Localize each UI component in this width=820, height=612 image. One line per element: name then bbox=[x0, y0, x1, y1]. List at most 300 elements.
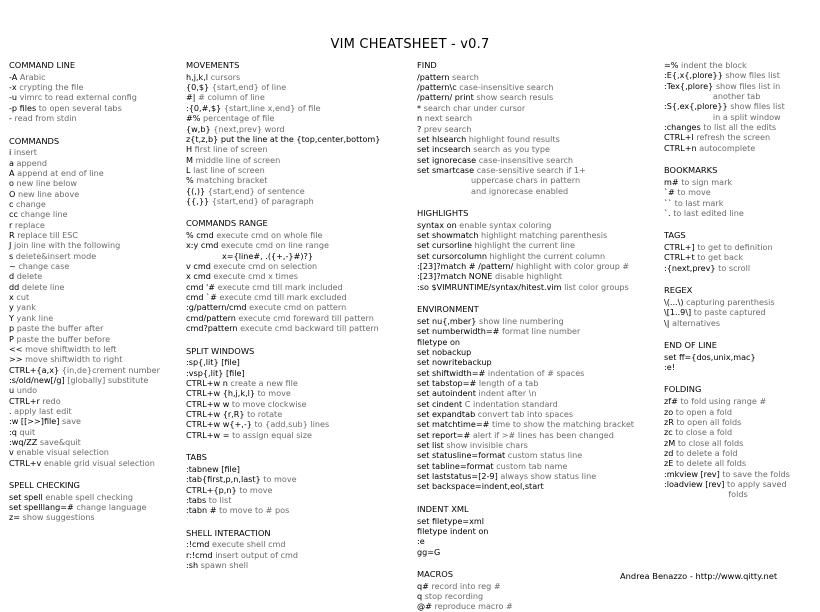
entry-description: to move bbox=[263, 474, 297, 485]
cheat-entry bbox=[9, 302, 160, 312]
entry-description: to delete a fold bbox=[675, 447, 738, 458]
cheat-entry bbox=[664, 122, 790, 132]
cheat-entry bbox=[417, 450, 634, 460]
entry-command: q bbox=[417, 591, 425, 602]
entry-description: to apply saved bbox=[727, 478, 787, 489]
cheat-entry bbox=[186, 134, 380, 144]
section-gap bbox=[664, 372, 790, 384]
entry-description: list color groups bbox=[564, 281, 629, 292]
entry-description: matching bracket bbox=[196, 175, 268, 186]
entry-command: :!cmd bbox=[186, 539, 213, 550]
entry-description: append at end of line bbox=[17, 168, 104, 178]
cheat-entry bbox=[664, 448, 790, 458]
cheat-entry bbox=[9, 251, 160, 261]
entry-description: C indentation standard bbox=[464, 398, 558, 409]
cheat-entry bbox=[186, 399, 380, 409]
entry-description: save&quit bbox=[39, 436, 81, 447]
cheat-entry bbox=[417, 82, 634, 92]
cheat-entry bbox=[664, 489, 790, 499]
cheat-entry bbox=[417, 419, 634, 429]
cheat-entry bbox=[664, 208, 790, 218]
entry-command: \[1..9\] bbox=[664, 307, 694, 318]
cheat-entry bbox=[417, 134, 634, 144]
entry-command: set ff={dos,unix,mac} bbox=[664, 351, 756, 362]
entry-command: * bbox=[417, 102, 424, 113]
entry-command: -x bbox=[9, 82, 20, 93]
cheat-entry bbox=[417, 230, 634, 240]
entry-command: CTRL+l bbox=[664, 132, 697, 143]
entry-command: q# bbox=[417, 580, 432, 591]
section-title: SPELL CHECKING bbox=[9, 479, 80, 490]
cheat-entry bbox=[186, 240, 380, 250]
entry-command: Y bbox=[9, 312, 17, 323]
section-gap bbox=[417, 492, 634, 504]
entry-command: % bbox=[186, 175, 197, 186]
entry-command: x cmd bbox=[186, 271, 214, 282]
cheat-entry bbox=[417, 526, 634, 536]
cheat-entry bbox=[9, 406, 160, 416]
entry-description: enable syntax coloring bbox=[459, 219, 552, 230]
cheat-entry bbox=[664, 438, 790, 448]
entry-command: set spell bbox=[9, 491, 46, 502]
cheat-entry bbox=[186, 464, 380, 474]
entry-command: :sp{,lit} [file] bbox=[186, 357, 240, 368]
entry-command: CTRL+w n bbox=[186, 377, 231, 388]
entry-command: u bbox=[9, 385, 17, 396]
entry-description: execute cmd on selection bbox=[213, 261, 318, 272]
cheat-entry bbox=[186, 103, 380, 113]
cheat-entry bbox=[9, 82, 160, 92]
entry-description: alert if ># lines has been changed bbox=[472, 429, 614, 440]
cheat-entry bbox=[9, 512, 160, 522]
entry-command: :{next,prev} bbox=[664, 262, 719, 273]
entry-command: y bbox=[9, 302, 17, 313]
entry-description: search bbox=[452, 71, 479, 82]
entry-description: last line of screen bbox=[193, 164, 265, 175]
section-title: ENVIRONMENT bbox=[417, 304, 479, 315]
entry-description: another tab bbox=[664, 91, 761, 102]
section-title: BOOKMARKS bbox=[664, 165, 718, 176]
entry-command: `` bbox=[664, 197, 675, 208]
cheat-entry bbox=[417, 240, 634, 250]
entry-description: move shiftwidth to right bbox=[25, 354, 123, 365]
cheat-entry bbox=[417, 326, 634, 336]
entry-description: middle line of screen bbox=[195, 154, 281, 165]
cheat-entry bbox=[417, 581, 634, 591]
entry-command: :tabs bbox=[186, 494, 209, 505]
entry-command: set nobackup bbox=[417, 346, 472, 357]
section-title: END OF LINE bbox=[664, 339, 717, 350]
entry-description: indent after \n bbox=[478, 388, 537, 399]
cheat-entry bbox=[664, 198, 790, 208]
cheat-entry bbox=[186, 539, 380, 549]
section-title: HIGHLIGHTS bbox=[417, 207, 469, 218]
entry-description: to last mark bbox=[674, 197, 724, 208]
cheat-entry bbox=[186, 560, 380, 570]
cheat-entry bbox=[186, 113, 380, 123]
entry-command: {{,}} bbox=[186, 195, 212, 206]
entry-description: disable highlight bbox=[494, 271, 563, 282]
entry-command: p bbox=[9, 323, 17, 334]
cheat-entry bbox=[186, 155, 380, 165]
entry-description: show files list bbox=[730, 101, 785, 112]
entry-description: indent the block bbox=[681, 60, 747, 70]
entry-description: execute shell cmd bbox=[212, 539, 286, 550]
cheat-entry bbox=[186, 409, 380, 419]
entry-description: convert tab into spaces bbox=[477, 409, 574, 420]
entry-command: set cindent bbox=[417, 398, 465, 409]
entry-description: highlight with color group # bbox=[515, 261, 630, 272]
section-title: REGEX bbox=[664, 285, 693, 296]
entry-description: [globally] substitute bbox=[67, 374, 149, 385]
cheat-entry bbox=[9, 437, 160, 447]
cheat-entry bbox=[9, 199, 160, 209]
section-title: FOLDING bbox=[664, 384, 702, 395]
cheat-entry bbox=[664, 458, 790, 468]
entry-command: :tabn # bbox=[186, 505, 220, 516]
entry-description: case-insensitive search bbox=[459, 82, 554, 93]
entry-command: set incsearch bbox=[417, 144, 474, 155]
cheat-entry bbox=[417, 337, 634, 347]
entry-command: zd bbox=[664, 447, 676, 458]
entry-description: {in,de}crement number bbox=[61, 364, 160, 375]
cheat-entry bbox=[664, 91, 790, 101]
entry-command: o bbox=[9, 178, 17, 189]
entry-description: new line above bbox=[17, 188, 80, 199]
cheat-entry bbox=[9, 261, 160, 271]
entry-description: highlight matching parenthesis bbox=[481, 230, 608, 241]
cheat-entry bbox=[9, 447, 160, 457]
entry-description: to get back bbox=[697, 252, 744, 263]
entry-description: execute cmd on pattern bbox=[249, 302, 347, 313]
cheat-entry bbox=[417, 220, 634, 230]
cheat-entry bbox=[9, 344, 160, 354]
cheat-entry bbox=[417, 481, 634, 491]
cheat-entry bbox=[664, 396, 790, 406]
entry-description: change line bbox=[20, 209, 68, 220]
cheat-entry bbox=[417, 175, 634, 185]
entry-command: d bbox=[9, 271, 17, 282]
entry-description: and ignorecase enabled bbox=[417, 185, 569, 196]
entry-description: crypting the file bbox=[19, 82, 84, 93]
entry-description: execute cmd foreward till pattern bbox=[238, 312, 374, 323]
entry-description: to open all folds bbox=[676, 416, 742, 427]
entry-command: {0,$} bbox=[186, 82, 212, 93]
entry-description: to fold using range # bbox=[680, 396, 767, 407]
cheat-entry bbox=[9, 385, 160, 395]
entry-command: x:y cmd bbox=[186, 240, 221, 251]
footer-credit: Andrea Benazzo - http://www.qitty.net bbox=[620, 571, 778, 581]
cheat-entry bbox=[664, 417, 790, 427]
cheat-entry bbox=[186, 292, 380, 302]
cheat-entry bbox=[186, 357, 380, 367]
entry-description: alternatives bbox=[672, 317, 721, 328]
entry-command: zR bbox=[664, 416, 677, 427]
entry-description: to delete all folds bbox=[675, 458, 747, 469]
entry-command: /pattern\c bbox=[417, 82, 460, 93]
cheat-entry bbox=[9, 292, 160, 302]
section-title: INDENT XML bbox=[417, 503, 469, 514]
cheat-entry bbox=[417, 591, 634, 601]
entry-description: first line of screen bbox=[194, 144, 268, 155]
cheat-entry bbox=[9, 354, 160, 364]
entry-description: spawn shell bbox=[200, 560, 249, 571]
entry-command: ~ bbox=[9, 261, 19, 272]
cheat-entry bbox=[186, 261, 380, 271]
entry-description: show line numbering bbox=[478, 315, 564, 326]
entry-command: set smartcase bbox=[417, 164, 477, 175]
entry-description: paste the buffer before bbox=[16, 333, 111, 344]
entry-command: :e bbox=[417, 536, 425, 547]
entry-description: show files list bbox=[725, 70, 780, 81]
cheat-entry bbox=[9, 313, 160, 323]
section-gap bbox=[9, 124, 160, 136]
entry-description: reproduce macro # bbox=[434, 601, 513, 612]
entry-description: record into reg # bbox=[431, 580, 501, 591]
cheat-entry bbox=[664, 427, 790, 437]
entry-description: change case bbox=[18, 261, 70, 272]
entry-description: to paste captured bbox=[693, 307, 766, 318]
entry-command: =% bbox=[664, 60, 682, 70]
cheat-entry bbox=[9, 158, 160, 168]
cheat-entry bbox=[417, 155, 634, 165]
entry-command: set showmatch bbox=[417, 230, 482, 241]
entry-command: set hlsearch bbox=[417, 133, 469, 144]
entry-description: delete bbox=[16, 271, 43, 282]
cheat-entry bbox=[186, 378, 380, 388]
entry-command: set list bbox=[417, 440, 447, 451]
cheat-entry bbox=[186, 82, 380, 92]
entry-description: to list bbox=[208, 494, 232, 505]
entry-description: case-insensitive search bbox=[478, 154, 574, 165]
section-gap bbox=[9, 468, 160, 480]
entry-description: execute cmd on whole file bbox=[216, 230, 323, 241]
entry-command: `# bbox=[664, 187, 678, 198]
entry-command: r bbox=[9, 219, 15, 230]
entry-command: zf# bbox=[664, 396, 681, 407]
cheat-entry bbox=[186, 550, 380, 560]
cheat-entry bbox=[186, 368, 380, 378]
entry-description: save bbox=[62, 416, 81, 427]
cheat-entry bbox=[9, 365, 160, 375]
entry-command: L bbox=[186, 164, 194, 175]
cheat-entry bbox=[186, 165, 380, 175]
cheat-entry bbox=[9, 323, 160, 333]
cheat-entry bbox=[664, 177, 790, 187]
entry-command: CTRL+r bbox=[9, 395, 43, 406]
entry-description: apply last edit bbox=[14, 405, 72, 416]
entry-command: A bbox=[9, 168, 18, 178]
entry-command: {(,)} bbox=[186, 185, 208, 196]
cheat-entry bbox=[417, 368, 634, 378]
entry-description: execute cmd x times bbox=[213, 271, 298, 282]
entry-description: execute cmd backward till pattern bbox=[240, 323, 379, 334]
cheat-entry bbox=[417, 378, 634, 388]
cheat-entry bbox=[417, 92, 634, 102]
entry-description: to close all folds bbox=[677, 437, 744, 448]
entry-description: custom tab name bbox=[496, 460, 568, 471]
section-title: COMMANDS bbox=[9, 135, 60, 146]
cheat-entry bbox=[9, 375, 160, 385]
cheat-entry bbox=[664, 307, 790, 317]
cheat-entry bbox=[9, 492, 160, 502]
entry-command: :g/pattern/cmd bbox=[186, 302, 250, 313]
entry-command: << bbox=[9, 343, 26, 354]
entry-command: \(...\) bbox=[664, 296, 687, 307]
cheat-entry bbox=[9, 178, 160, 188]
cheat-entry bbox=[186, 144, 380, 154]
cheat-entry bbox=[9, 168, 160, 178]
entry-description: redo bbox=[42, 395, 61, 406]
section-gap bbox=[664, 153, 790, 165]
entry-description: {start,line x,end} of file bbox=[223, 102, 321, 113]
entry-command: M bbox=[186, 154, 196, 165]
entry-command: z= bbox=[9, 512, 23, 523]
cheat-entry bbox=[664, 263, 790, 273]
entry-command: :tabnew [file] bbox=[186, 463, 240, 474]
entry-command: cc bbox=[9, 209, 21, 220]
entry-description: to move bbox=[677, 187, 711, 198]
cheat-entry bbox=[186, 302, 380, 312]
entry-command: @# bbox=[417, 601, 435, 612]
entry-command: :s/old/new[/g] bbox=[9, 374, 68, 385]
section-gap bbox=[417, 196, 634, 208]
entry-command: :E{,x{,plore}} bbox=[664, 70, 726, 81]
entry-command: CTRL+] bbox=[664, 242, 698, 253]
entry-description: to scroll bbox=[718, 262, 751, 273]
entry-command: set expandtab bbox=[417, 409, 478, 420]
entry-description: vimrc to read external config bbox=[19, 92, 137, 103]
entry-command: :Tex{,plore} bbox=[664, 80, 716, 91]
cheat-entry bbox=[664, 469, 790, 479]
entry-command: /pattern/ print bbox=[417, 92, 477, 103]
entry-description: capturing parenthesis bbox=[686, 296, 775, 307]
entry-description: to open several tabs bbox=[38, 102, 122, 113]
entry-description: {start,end} of sentence bbox=[207, 185, 305, 196]
entry-description: replace till ESC bbox=[17, 230, 79, 241]
entry-description: show invisible chars bbox=[446, 440, 528, 451]
cheat-entry bbox=[417, 461, 634, 471]
entry-command: R bbox=[9, 230, 18, 241]
section-gap bbox=[664, 328, 790, 340]
cheat-entry bbox=[9, 240, 160, 250]
entry-command: :w [[>>]file] bbox=[9, 416, 63, 427]
entry-command: cmd/pattern bbox=[186, 312, 239, 323]
entry-command: cmd `# bbox=[186, 292, 220, 303]
entry-description: to move bbox=[257, 388, 291, 399]
entry-command: :S{,ex{,plore}} bbox=[664, 101, 731, 112]
entry-description: change bbox=[16, 199, 46, 210]
cheat-entry bbox=[664, 143, 790, 153]
cheat-entry bbox=[664, 479, 790, 489]
entry-command: P bbox=[9, 333, 17, 344]
entry-command: s bbox=[9, 250, 16, 261]
entry-command: n bbox=[417, 113, 425, 124]
cheat-entry bbox=[9, 427, 160, 437]
entry-description: show search resuls bbox=[476, 92, 554, 103]
entry-description: custom status line bbox=[507, 450, 583, 461]
entry-command: gg=G bbox=[417, 546, 441, 557]
entry-command: set ignorecase bbox=[417, 154, 479, 165]
cheat-entry bbox=[664, 407, 790, 417]
entry-command: c bbox=[9, 199, 17, 210]
page-title: VIM CHEATSHEET - v0.7 bbox=[330, 37, 490, 52]
entry-command: set autoindent bbox=[417, 388, 479, 399]
entry-command: :e! bbox=[664, 362, 675, 373]
cheat-entry bbox=[417, 409, 634, 419]
cheat-entry bbox=[9, 416, 160, 426]
entry-description: undo bbox=[16, 385, 38, 396]
entry-command: filetype on bbox=[417, 336, 461, 347]
cheat-entry bbox=[9, 271, 160, 281]
entry-description: highlight the current line bbox=[474, 240, 575, 251]
entry-command: -A bbox=[9, 71, 20, 82]
section-title: COMMANDS RANGE bbox=[186, 218, 268, 229]
cheat-entry bbox=[417, 399, 634, 409]
entry-description: execute cmd till mark included bbox=[217, 281, 343, 292]
cheat-entry bbox=[9, 103, 160, 113]
entry-description: case-sensitive search if 1+ bbox=[476, 164, 586, 175]
entry-description: to move bbox=[239, 484, 273, 495]
cheat-entry bbox=[417, 186, 634, 196]
entry-description: to close a fold bbox=[675, 427, 733, 438]
entry-command: - bbox=[9, 113, 15, 124]
entry-command: v bbox=[9, 447, 17, 458]
cheat-entry bbox=[186, 505, 380, 515]
entry-description: time to show the matching bracket bbox=[491, 419, 634, 430]
entry-command: :{0,#,$} bbox=[186, 102, 224, 113]
cheat-entry bbox=[186, 282, 380, 292]
cheat-entry bbox=[9, 458, 160, 468]
cheat-entry bbox=[664, 132, 790, 142]
cheat-entry bbox=[186, 313, 380, 323]
entry-command: cmd?pattern bbox=[186, 323, 241, 334]
entry-description: stop recording bbox=[424, 591, 484, 602]
cheat-entry bbox=[417, 271, 634, 281]
entry-description: execute cmd on line range bbox=[220, 240, 330, 251]
entry-description: uppercase chars in pattern bbox=[417, 175, 581, 186]
entry-description: {start,end} of line bbox=[211, 82, 287, 93]
entry-command: set cursorcolumn bbox=[417, 250, 490, 261]
entry-description: show files list in bbox=[715, 80, 781, 91]
entry-description: execute cmd till mark excluded bbox=[219, 292, 347, 303]
entry-command: set tabline=format bbox=[417, 460, 497, 471]
section-gap bbox=[186, 334, 380, 346]
entry-command: H bbox=[186, 144, 195, 155]
entry-command: :[23]?match # /pattern/ bbox=[417, 261, 516, 272]
cheat-entry bbox=[664, 60, 790, 70]
entry-command: \| bbox=[664, 317, 673, 328]
section-gap bbox=[417, 292, 634, 304]
cheat-entry bbox=[186, 72, 380, 82]
cheat-entry bbox=[9, 230, 160, 240]
cheat-entry bbox=[186, 186, 380, 196]
cheat-entry bbox=[664, 70, 790, 80]
entry-description: to open a fold bbox=[675, 406, 732, 417]
entry-description: create a new file bbox=[230, 377, 298, 388]
cheat-entry bbox=[417, 347, 634, 357]
cheat-entry bbox=[9, 396, 160, 406]
cheat-entry bbox=[186, 388, 380, 398]
entry-command: >> bbox=[9, 354, 26, 365]
cheat-entry bbox=[417, 165, 634, 175]
entry-description: enable grid visual selection bbox=[43, 457, 155, 468]
entry-command: #| bbox=[186, 92, 199, 103]
entry-command: ? bbox=[417, 123, 424, 134]
section-gap bbox=[186, 206, 380, 218]
entry-command: i bbox=[9, 147, 14, 158]
entry-command: CTRL+w = bbox=[186, 429, 233, 440]
